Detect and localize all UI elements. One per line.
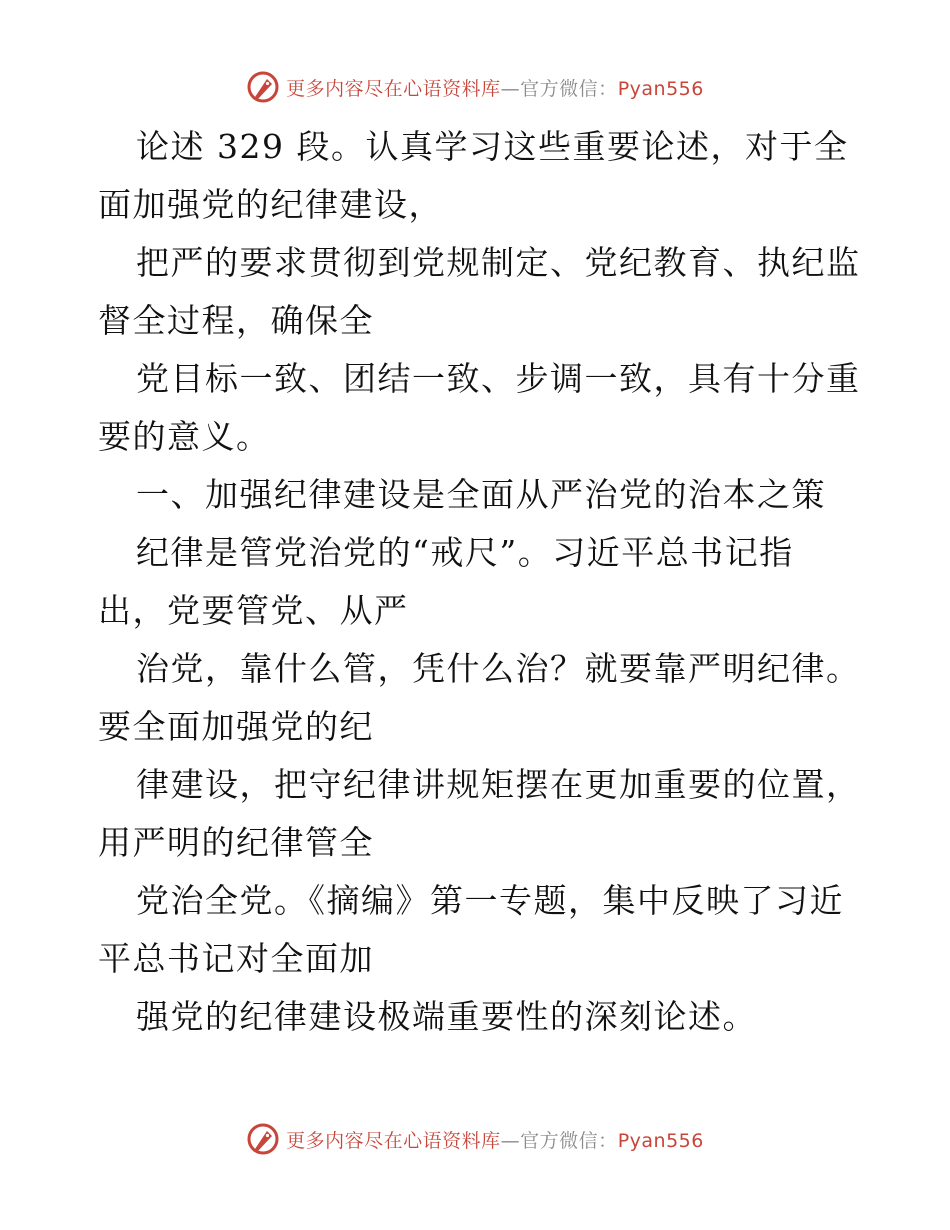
paragraph: 律建设，把守纪律讲规矩摆在更加重要的位置， 用严明的纪律管全	[98, 765, 861, 862]
paragraph: 党治全党。《摘编》第一专题，集中反映了习近 平总书记对全面加	[98, 881, 844, 978]
paragraph: 党目标一致、团结一致、步调一致，具有十分重 要的意义。	[98, 359, 861, 456]
footer-wechat-label: 官方微信：	[520, 1129, 618, 1152]
document-body	[98, 118, 861, 1046]
footer-banner	[0, 1122, 950, 1156]
header-text	[286, 74, 704, 101]
header-dash: —	[500, 77, 521, 100]
section-heading: 一、加强纪律建设是全面从严治党的治本之策	[136, 475, 826, 514]
paragraph: 强党的纪律建设极端重要性的深刻论述。	[136, 997, 757, 1036]
footer-brand: 更多内容尽在心语资料库	[286, 1129, 501, 1152]
footer-dash: —	[500, 1129, 521, 1152]
pen-nib-logo-icon	[246, 70, 280, 104]
header-wechat-label: 官方微信：	[520, 77, 618, 100]
header-banner	[0, 70, 950, 104]
header-wechat-id: Pyan556	[617, 77, 704, 100]
header-brand: 更多内容尽在心语资料库	[286, 77, 501, 100]
paragraph: 纪律是管党治党的“戒尺”。习近平总书记指 出，党要管党、从严	[98, 533, 794, 630]
paragraph: 治党，靠什么管，凭什么治？就要靠严明纪律。 要全面加强党的纪	[98, 649, 861, 746]
paragraph: 论述 329 段。认真学习这些重要论述，对于全 面加强党的纪律建设，	[98, 127, 849, 224]
footer-text	[286, 1126, 704, 1153]
pen-nib-logo-icon	[246, 1122, 280, 1156]
footer-wechat-id: Pyan556	[617, 1129, 704, 1152]
paragraph: 把严的要求贯彻到党规制定、党纪教育、执纪监 督全过程，确保全	[98, 243, 861, 340]
